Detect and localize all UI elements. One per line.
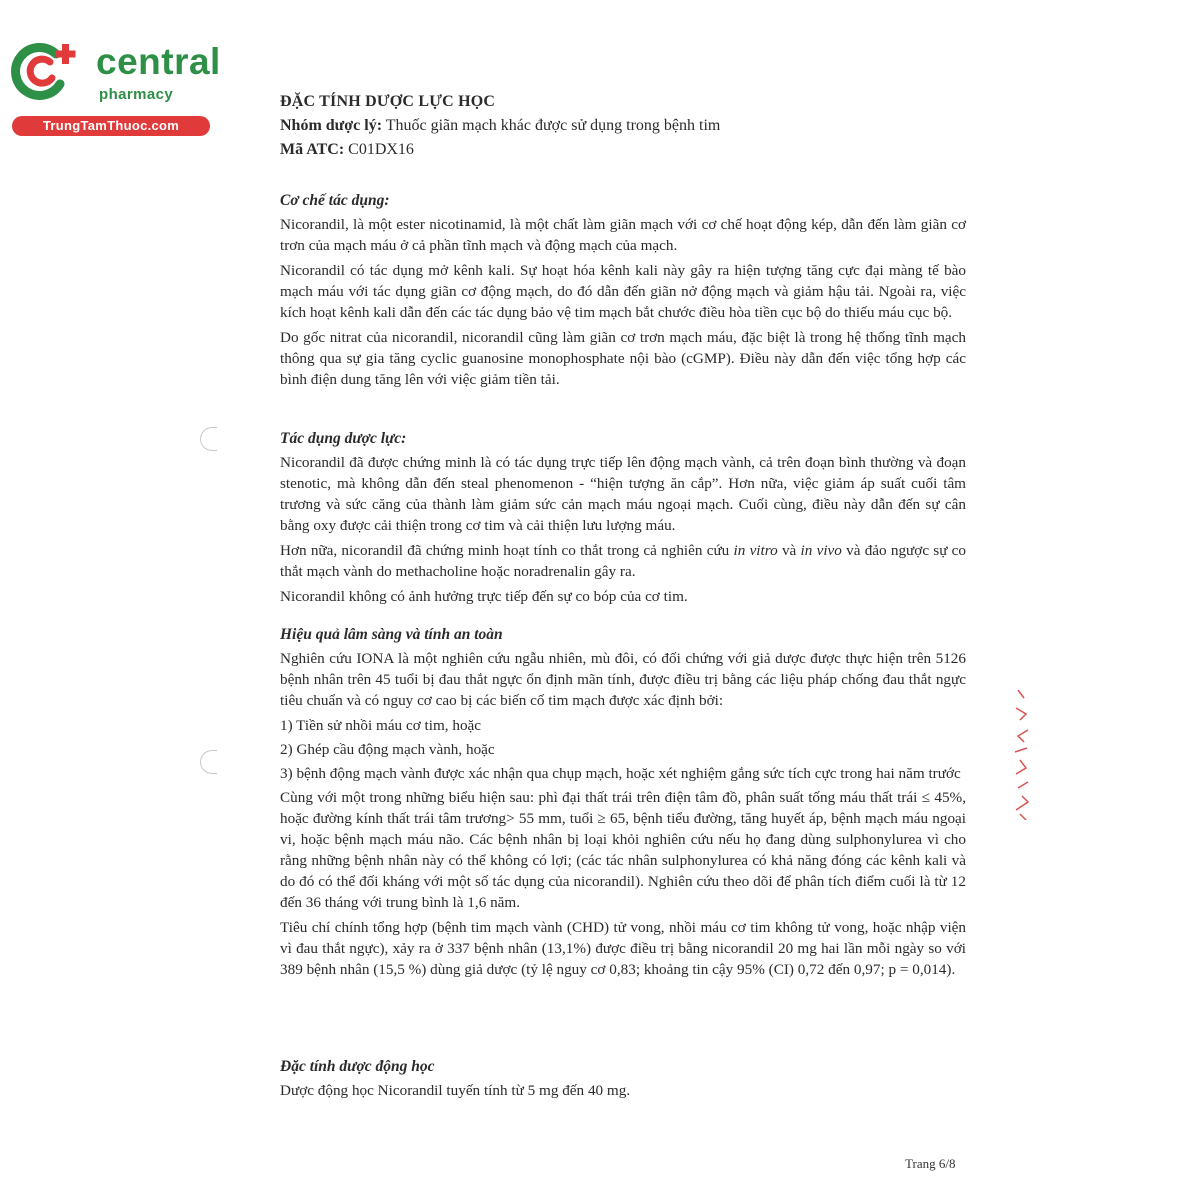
section-heading: Tác dụng dược lực:: [280, 430, 407, 447]
paragraph: Do gốc nitrat của nicorandil, nicorandil cũng làm giãn cơ trơn mạch máu, đặc biệt là trong hệ thống tĩnh mạch thông qua sự gia tăng cyclic guanosine monophosphate nội bào (cGMP). Điều này dẫn đến việc tổng hợp các bình điện dung tăng lên với việc giảm tiền tải.: [280, 329, 966, 388]
document-body: [280, 90, 967, 1099]
text-italic: in vivo: [800, 542, 842, 559]
section-heading: Hiệu quả lâm sàng và tính an toàn: [280, 626, 503, 643]
logo-subtitle: pharmacy: [99, 86, 174, 103]
section-clinical: [280, 624, 966, 984]
list-item: 3) bệnh động mạch vành được xác nhận qua chụp mạch, hoặc xét nghiệm gắng sức tích cực trong hai năm trước: [280, 765, 961, 782]
list-item: 2) Ghép cầu động mạch vành, hoặc: [280, 741, 495, 758]
text-run: và: [777, 542, 801, 559]
atc-value: C01DX16: [344, 141, 414, 158]
section-mechanism: [280, 190, 966, 394]
punch-hole: [200, 427, 217, 451]
red-stamp-mark: [1012, 690, 1034, 820]
pharmacy-cross-icon: [10, 40, 82, 102]
section-pharmacokinetics: [280, 1056, 966, 1105]
pharmacy-logo: [10, 38, 221, 138]
section-pharmacodynamics: [280, 428, 966, 611]
paragraph: Nicorandil không có ảnh hưởng trực tiếp đến sự co bóp của cơ tim.: [280, 588, 688, 605]
page-title: ĐẶC TÍNH DƯỢC LỰC HỌC: [280, 93, 496, 110]
text-run: và đảo ngược sự co thắt mạch vành do methacholine hoặc noradrenalin gây ra.: [280, 542, 967, 580]
atc-code: [280, 138, 966, 162]
list-item: 1) Tiền sử nhồi máu cơ tim, hoặc: [280, 717, 482, 734]
punch-hole: [200, 750, 217, 774]
text-run: Hơn nữa, nicorandil đã chứng minh hoạt tính co thắt trong cả nghiên cứu: [280, 542, 734, 559]
drug-group-value: Thuốc giãn mạch khác được sử dụng trong bệnh tim: [382, 117, 721, 134]
paragraph: Tiêu chí chính tổng hợp (bệnh tim mạch vành (CHD) tử vong, nhồi máu cơ tim không tử vong, hoặc nhập viện vì đau thắt ngực), xảy ra ở 337 bệnh nhân (13,1%) được điều trị bằng nicorandil 20 mg hai lần mỗi ngày so với 389 bệnh nhân (15,5 %) dùng giả dược (tỷ lệ nguy cơ 0,83; khoảng tin cậy 95% (CI) 0,72 đến 0,97; p = 0,014).: [280, 919, 966, 978]
criteria-list: [280, 715, 966, 784]
logo-url[interactable]: TrungTamThuoc.com: [12, 116, 210, 136]
paragraph: Dược động học Nicorandil tuyến tính từ 5 mg đến 40 mg.: [280, 1082, 631, 1099]
paragraph: Nicorandil có tác dụng mở kênh kali. Sự hoạt hóa kênh kali này gây ra hiện tượng tăng cực đại màng tế bào mạch máu với tác dụng giãn cơ động mạch, do đó dẫn đến giãn nở động mạch và giảm hậu tải. Ngoài ra, việc kích hoạt kênh kali dẫn đến các tác dụng bảo vệ tim mạch bắt chước điều hòa tiền cục bộ do thiếu máu cục bộ.: [280, 262, 966, 321]
paragraph: Nghiên cứu IONA là một nghiên cứu ngẫu nhiên, mù đôi, có đối chứng với giả dược được thực hiện trên 5126 bệnh nhân trên 45 tuổi bị đau thắt ngực ổn định mãn tính, được điều trị bằng các liệu pháp chống đau thắt ngực tiêu chuẩn và có nguy cơ cao bị các biến cố tim mạch được xác định bởi:: [280, 650, 966, 709]
paragraph: [280, 540, 966, 582]
paragraph: Nicorandil đã được chứng minh là có tác dụng trực tiếp lên động mạch vành, cả trên đoạn bình thường và đoạn stenotic, mà không dẫn đến steal phenomenon - “hiện tượng ăn cắp”. Hơn nữa, việc giảm áp suất cuối tâm trương và sức căng của thành làm giảm sức cản mạch máu ngoại mạch. Cuối cùng, điều này dẫn đến sự cân bằng oxy được cải thiện trong cơ tim và cải thiện lưu lượng máu.: [280, 454, 966, 534]
paragraph: Cùng với một trong những biểu hiện sau: phì đại thất trái trên điện tâm đồ, phân suất tống máu thất trái ≤ 45%, hoặc đường kính thất trái tâm trương> 55 mm, tuổi ≥ 65, bệnh tiểu đường, tăng huyết áp, bệnh mạch máu ngoại vi, hoặc bệnh mạch máu não. Các bệnh nhân bị loại khỏi nghiên cứu nếu họ đang dùng sulphonylurea vì cho rằng những bệnh nhân này có thể không có lợi; (các tác nhân sulphonylurea có khả năng đóng các kênh kali và do đó có thể đối kháng với một số tác dụng của nicorandil). Nghiên cứu theo dõi để phân tích điểm cuối là từ 12 đến 36 tháng với trung bình là 1,6 năm.: [280, 789, 966, 911]
drug-group: [280, 114, 966, 138]
drug-group-label: Nhóm dược lý:: [280, 117, 383, 134]
section-heading: Đặc tính dược động học: [280, 1058, 435, 1075]
atc-label: Mã ATC:: [280, 141, 345, 158]
page-number: Trang 6/8: [905, 1156, 956, 1171]
section-heading: Cơ chế tác dụng:: [280, 192, 390, 209]
paragraph: Nicorandil, là một ester nicotinamid, là một chất làm giãn mạch với cơ chế hoạt động kép, dẫn đến làm giãn cơ trơn của mạch máu ở cả phần tĩnh mạch và động mạch của mạch.: [280, 216, 966, 254]
text-italic: in vitro: [733, 542, 778, 559]
logo-name: central: [96, 41, 221, 82]
